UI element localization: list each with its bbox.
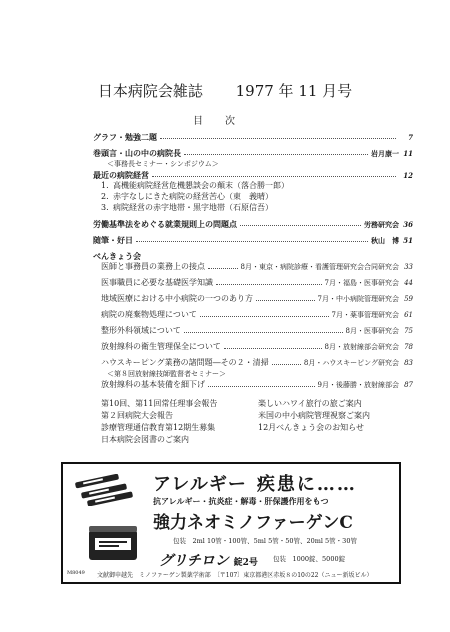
dot-leader [216, 283, 322, 285]
table-of-contents [93, 130, 413, 389]
dot-leader [184, 331, 343, 333]
dot-leader [256, 299, 315, 301]
benkyo-label: べんきょう会 [93, 251, 141, 261]
toc-entry-title: 整形外科領域について [101, 326, 181, 335]
pill-bottle-icon [83, 524, 143, 564]
dot-leader [136, 240, 368, 242]
ad-headline: アレルギー 疾患に…… [153, 474, 357, 495]
toc-entry[interactable] [93, 324, 413, 335]
toc-entry-title: 放射線科の衛生管理保全について [101, 342, 221, 351]
toc-entry[interactable] [93, 233, 413, 244]
toc-entry-page: 83 [404, 359, 413, 367]
toc-subentry[interactable]: 1. 高機能病院経営危機懇談会の顛末（落合勝一郎） [101, 181, 289, 190]
dot-leader [208, 267, 238, 269]
notice-item[interactable]: 日本病院会図書のご案内 [101, 435, 189, 444]
toc-entry[interactable] [93, 130, 413, 141]
toc-entry-author: 7月・薬事管理研究会 [331, 311, 399, 319]
toc-entry[interactable] [93, 260, 413, 271]
notice-item[interactable]: 12月べんきょう会のお知らせ [258, 423, 364, 432]
ad-product-name: 強力ネオミノファーゲンC [153, 513, 353, 533]
ad-tagline: 抗アレルギー・抗炎症・解毒・肝保護作用をもつ [153, 496, 329, 506]
dot-leader [200, 315, 329, 317]
toc-entry-title: 最近の病院経営 [93, 170, 149, 180]
toc-subentry-title: 高機能病院経営危機懇談会の顛末（落合勝一郎） [113, 181, 289, 190]
toc-entry-page: 87 [404, 381, 413, 389]
toc-subentry-title: 病院経営の赤字地帯・黒字地帯（石原信吾） [113, 203, 273, 212]
journal-header [0, 80, 450, 101]
dot-leader [208, 385, 315, 387]
toc-entry-title: 放射線科の基本装備を細下げ [101, 380, 205, 389]
toc-entry-author: 8月・東京・病院診療・看護管理研究会合同研究会 [240, 263, 399, 271]
notice-item[interactable]: 第10回、第11回常任理事会報告 [101, 399, 218, 408]
toc-entry-page: 51 [403, 236, 413, 245]
toc-entry-page: 78 [404, 343, 413, 351]
toc-entry[interactable] [93, 356, 413, 367]
toc-entry-title: 医師と事務員の業務上の接点 [101, 262, 205, 271]
toc-entry-page: 11 [403, 149, 413, 158]
dot-leader [160, 137, 396, 139]
notice-item[interactable]: 米国の中小病院管理視察ご案内 [258, 411, 370, 420]
dot-leader [240, 224, 361, 226]
journal-title: 日本病院会雑誌 [97, 82, 203, 100]
toc-subentry[interactable]: 2. 赤字なしにきた病院の経営苦心（東 義晴） [101, 192, 273, 201]
dot-leader [224, 347, 322, 349]
notice-item[interactable]: 第２回病院大会報告 [101, 411, 173, 420]
toc-entry[interactable] [93, 146, 413, 157]
toc-entry-page: 44 [404, 279, 413, 287]
toc-entry-author: 9月・後藤勝・放射線部会 [317, 381, 399, 389]
issue-date: 1977 年 11 月号 [235, 82, 353, 100]
toc-entry-page: 12 [403, 171, 413, 180]
toc-entry-author: 労務研究会 [364, 220, 399, 229]
toc-entry-page: 75 [404, 327, 413, 335]
dot-leader [272, 363, 301, 365]
ad-code: M8049 [67, 570, 85, 576]
toc-entry[interactable] [93, 308, 413, 319]
toc-entry-page: 7 [408, 133, 413, 142]
seminar-label: ＜事務長セミナー・シンポジウム＞ [107, 160, 219, 168]
toc-entry-author: 8月・放射線部会研究会 [324, 343, 399, 351]
notices-left [101, 398, 217, 446]
toc-entry-author: 秋山 博 [371, 236, 399, 245]
toc-entry[interactable] [93, 217, 413, 228]
dot-leader [152, 175, 396, 177]
toc-entry-page: 59 [404, 295, 413, 303]
ad-second-packaging: 包装 1000錠、5000錠 [273, 555, 346, 563]
ampoule-cluster-icon [71, 474, 145, 506]
notices-right [258, 398, 370, 434]
toc-entry[interactable] [93, 168, 413, 179]
toc-entry-title: 病院の廃棄物処理について [101, 310, 197, 319]
toc-entry[interactable] [93, 276, 413, 287]
toc-heading: 目次 [193, 116, 257, 127]
toc-entry-author: 8月・医事研究会 [345, 327, 399, 335]
dot-leader [184, 153, 368, 155]
ad-footer [63, 568, 399, 580]
toc-entry-title: 巻頭言・山の中の病院長 [93, 148, 181, 158]
ad-second-product: グリチロン 錠2号 [159, 553, 258, 569]
notice-item[interactable]: 楽しいハワイ旅行の旅ご案内 [258, 399, 362, 408]
toc-entry-author: 7月・中小病院管理研究会 [317, 295, 399, 303]
toc-entry[interactable] [93, 292, 413, 303]
toc-entry-title: 随筆・好日 [93, 235, 133, 245]
toc-entry[interactable] [93, 378, 413, 389]
toc-entry-title: 医事職員に必要な基礎医学知識 [101, 278, 213, 287]
pharma-advertisement [61, 462, 401, 584]
xray-seminar-label: ＜第８回放射線技師監督者セミナー＞ [107, 370, 226, 378]
toc-entry-title: グラフ・勉強二題 [93, 132, 157, 142]
toc-entry-page: 36 [403, 220, 413, 229]
notice-item[interactable]: 診療管理通信教育第12期生募集 [101, 423, 216, 432]
toc-entry-page: 33 [404, 263, 413, 271]
toc-entry-title: 労働基準法をめぐる就業規則上の問題点 [93, 219, 237, 229]
toc-entry-author: 7月・福島・医事研究会 [324, 279, 399, 287]
ad-packaging: 包装 2ml 10管・100管、5ml 5管・50管、20ml 5管・30管 [173, 537, 357, 545]
toc-entry-author: 8月・ハウスキーピング研究会 [303, 359, 399, 367]
toc-entry-title: 地域医療における中小病院の一つのあり方 [101, 294, 253, 303]
toc-subentry-title: 赤字なしにきた病院の経営苦心（東 義晴） [113, 192, 273, 201]
toc-entry-page: 61 [404, 311, 413, 319]
toc-entry-author: 岩月康一 [371, 149, 399, 158]
toc-entry[interactable] [93, 340, 413, 351]
toc-subentry[interactable]: 3. 病院経営の赤字地帯・黒字地帯（石原信吾） [101, 203, 273, 212]
ad-maker: 文献御申越先 ミノファーゲン製薬学術部 〔〒107〕東京都港区赤坂８の10の22（ニュー新坂ビル） [97, 572, 373, 579]
toc-entry-title: ハウスキーピング業務の諸問題―その２・清掃 [101, 358, 269, 367]
